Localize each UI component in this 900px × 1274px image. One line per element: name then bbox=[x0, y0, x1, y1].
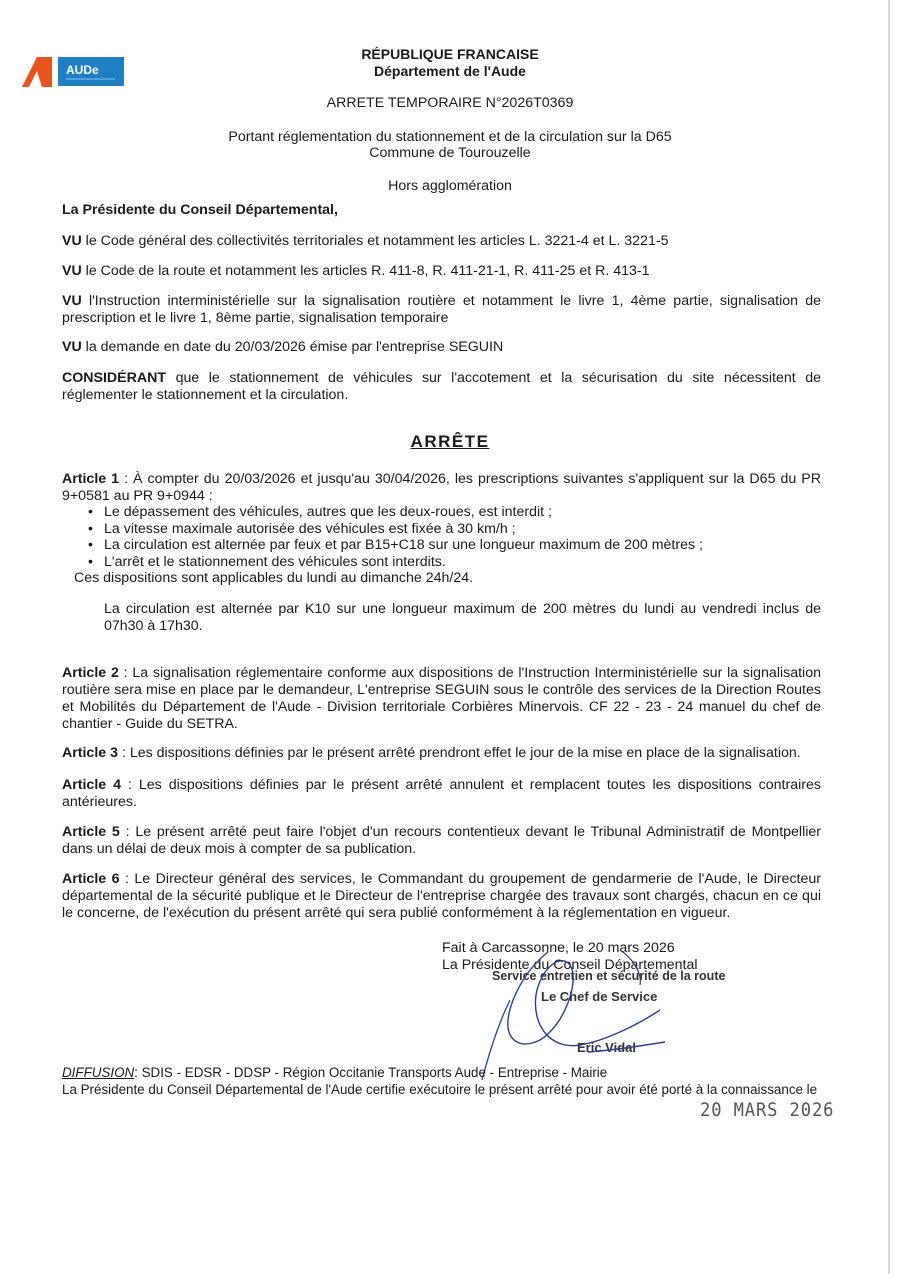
diffusion-label: DIFFUSION bbox=[62, 1065, 135, 1080]
department-title: Département de l'Aude bbox=[374, 63, 526, 79]
date-stamp: 20 MARS 2026 bbox=[700, 1099, 835, 1121]
article-6 bbox=[62, 871, 821, 922]
article-3-label: Article 3 bbox=[62, 745, 118, 761]
logo-text: AUDe bbox=[66, 63, 99, 77]
considerant-keyword: CONSIDÉRANT bbox=[62, 370, 167, 386]
diffusion-line bbox=[62, 1064, 817, 1081]
decree-reference: ARRETE TEMPORAIRE N°2026T0369 bbox=[326, 95, 574, 111]
republic-title: RÉPUBLIQUE FRANCAISE bbox=[361, 46, 539, 62]
diffusion-list: : SDIS - EDSR - DDSP - Région Occitanie Transports Aude - Entreprise - Mairie bbox=[134, 1065, 608, 1080]
article-2-label: Article 2 bbox=[62, 665, 119, 681]
vu-paragraph-2 bbox=[62, 263, 821, 280]
decree-commune: Commune de Tourouzelle bbox=[369, 145, 531, 161]
article-1-applicable: Ces dispositions sont applicables du lundi au dimanche 24h/24. bbox=[74, 570, 474, 586]
article-5 bbox=[62, 824, 821, 858]
article-2-text: : La signalisation réglementaire conforme aux dispositions de l'Instruction Interministérielle sur la signalisation routière sera mise en place par le demandeur, L'entreprise SEGUIN sous le contrôle des services de la Direction Routes et Mobilités du Département de l'Aude - Division territoriale Corbières Minervois. CF 22 - 23 - 24 manuel du chef de chantier - Guide du SETRA. bbox=[62, 665, 821, 732]
certification-line: La Présidente du Conseil Départemental de l'Aude certifie exécutoire le présent arrêté pour avoir été porté à la connaissance le bbox=[62, 1082, 818, 1097]
signature-place-date: Fait à Carcassonne, le 20 mars 2026 bbox=[442, 940, 675, 956]
considerant-paragraph bbox=[62, 370, 821, 404]
stamp-role: Le Chef de Service bbox=[541, 989, 658, 1004]
article-1-text: : À compter du 20/03/2026 et jusqu'au 30/04/2026, les prescriptions suivantes s'appliquent sur la D65 du PR 9+0581 au PR 9+0944 : bbox=[62, 471, 821, 504]
signature-title: La Présidente du Conseil Départemental bbox=[442, 957, 698, 973]
vu-paragraph-3 bbox=[62, 293, 821, 327]
article-1-prescriptions bbox=[88, 504, 703, 570]
vu-text: le Code de la route et notamment les articles R. 411-8, R. 411-21-1, R. 411-25 et R. 413-1 bbox=[85, 263, 650, 279]
svg-text:+: + bbox=[26, 59, 32, 69]
article-3-text: : Les dispositions définies par le présent arrêté prendront effet le jour de la mise en place de la signalisation. bbox=[118, 745, 801, 761]
article-1 bbox=[62, 471, 821, 505]
article-1-k10: La circulation est alternée par K10 sur une longueur maximum de 200 mètres du lundi au vendredi inclus de 07h30 à 17h30. bbox=[104, 601, 821, 634]
article-1-label: Article 1 bbox=[62, 471, 120, 487]
article-2 bbox=[62, 665, 821, 733]
vu-keyword: VU bbox=[62, 293, 82, 309]
decree-location: Hors agglomération bbox=[388, 178, 512, 194]
authority-line: La Présidente du Conseil Départemental, bbox=[62, 202, 338, 218]
article-3 bbox=[62, 745, 821, 762]
vu-keyword: VU bbox=[62, 339, 82, 355]
article-4-label: Article 4 bbox=[62, 777, 122, 793]
vu-keyword: VU bbox=[62, 233, 82, 249]
vu-paragraph-1 bbox=[62, 233, 821, 250]
stamp-service: Service entretien et sécurité de la route bbox=[492, 969, 726, 983]
article-5-label: Article 5 bbox=[62, 824, 120, 840]
article-4 bbox=[62, 777, 821, 811]
arrete-heading: ARRÊTE bbox=[410, 432, 490, 451]
decree-subject: Portant réglementation du stationnement et de la circulation sur la D65 bbox=[228, 129, 672, 145]
vu-text: la demande en date du 20/03/2026 émise par l'entreprise SEGUIN bbox=[85, 339, 504, 355]
list-item: • Le dépassement des véhicules, autres que les deux-roues, est interdit ; bbox=[88, 504, 703, 521]
vu-keyword: VU bbox=[62, 263, 82, 279]
list-item: • L'arrêt et le stationnement des véhicules sont interdits. bbox=[88, 554, 703, 571]
list-item: • La circulation est alternée par feux et par B15+C18 sur une longueur maximum de 200 mètres ; bbox=[88, 537, 703, 554]
stamp-name: Eric Vidal bbox=[577, 1040, 637, 1055]
article-4-text: : Les dispositions définies par le présent arrêté annulent et remplacent toutes les dispositions contraires antérieures. bbox=[62, 777, 821, 810]
considerant-text: que le stationnement de véhicules sur l'accotement et la sécurisation du site nécessitent de réglementer le stationnement et la circulation. bbox=[62, 370, 821, 403]
article-6-label: Article 6 bbox=[62, 871, 120, 887]
vu-paragraph-4 bbox=[62, 339, 821, 356]
diffusion-footer bbox=[62, 1064, 817, 1098]
article-5-text: : Le présent arrêté peut faire l'objet d'un recours contentieux devant le Tribunal Administratif de Montpellier dans un délai de deux mois à compter de sa publication. bbox=[62, 824, 821, 857]
list-item: • La vitesse maximale autorisée des véhicules est fixée à 30 km/h ; bbox=[88, 521, 703, 538]
article-6-text: : Le Directeur général des services, le Commandant du groupement de gendarmerie de l'Aude, le Directeur départemental de la sécurité publique et le Directeur de l'entreprise chargée des travaux sont chargés, chacun en ce qui le concerne, de l'exécution du présent arrêté qui sera publié conformément à la réglementation en vigueur. bbox=[62, 871, 821, 921]
vu-text: l'Instruction interministérielle sur la signalisation routière et notamment le livre 1, 4ème partie, signalisation de prescription et le livre 1, 8ème partie, signalisation temporaire bbox=[62, 293, 822, 326]
vu-text: le Code général des collectivités territoriales et notamment les articles L. 3221-4 et L. 3221-5 bbox=[85, 233, 669, 249]
